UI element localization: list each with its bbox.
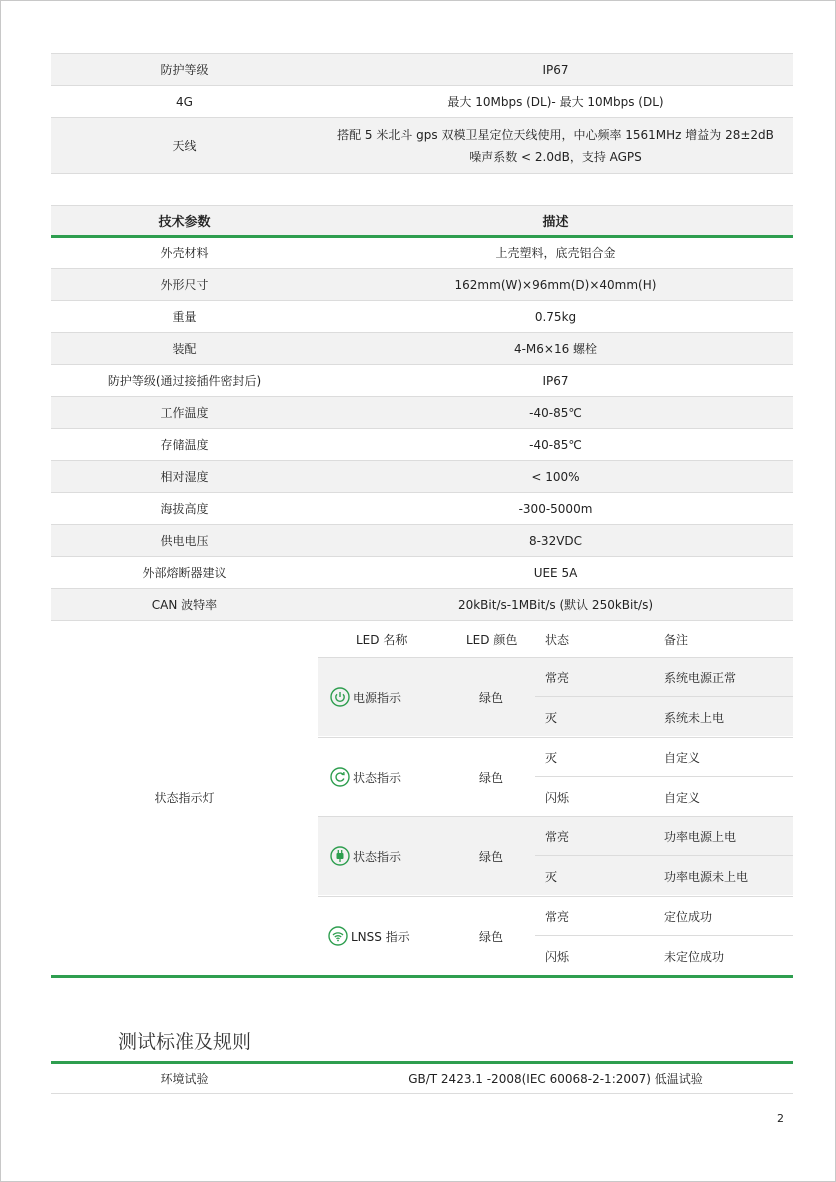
row-label: 4G [51, 86, 318, 118]
led-color: 绿色 [479, 930, 504, 944]
row-value: 20kBit/s-1MBit/s (默认 250kBit/s) [318, 589, 793, 621]
top-spec-table [51, 53, 793, 174]
divider [318, 657, 793, 658]
row-label: 供电电压 [51, 525, 318, 557]
led-color: 绿色 [479, 850, 504, 864]
row-label: 装配 [51, 333, 318, 365]
row-value: 162mm(W)×96mm(D)×40mm(H) [318, 269, 793, 301]
row-value-line: 搭配 5 米北斗 gps 双模卫星定位天线使用，中心频率 1561MHz 增益为 28±2dB [337, 127, 774, 142]
divider [535, 855, 793, 856]
led-name-label: LNSS 指示 [351, 929, 410, 944]
header-description: 描述 [318, 206, 793, 237]
page-number: 2 [777, 1112, 784, 1125]
led-note: 自定义 [664, 791, 701, 805]
row-value: 上壳塑料，底壳铝合金 [318, 237, 793, 269]
row-label: 天线 [51, 118, 318, 174]
led-color: 绿色 [479, 771, 504, 785]
led-note: 系统电源正常 [664, 671, 737, 685]
led-note: 自定义 [664, 751, 701, 765]
divider [318, 816, 793, 817]
led-note: 系统未上电 [664, 711, 725, 725]
row-label: 外壳材料 [51, 237, 318, 269]
table-row [51, 525, 793, 557]
led-name [330, 685, 401, 709]
row-label: CAN 波特率 [51, 589, 318, 621]
row-value: < 100% [318, 461, 793, 493]
led-state: 常亮 [545, 910, 570, 924]
divider [318, 737, 793, 738]
row-label: 存储温度 [51, 429, 318, 461]
header-row [51, 206, 793, 237]
spec-table-header [51, 205, 793, 238]
spec-table [51, 237, 793, 621]
led-state: 灭 [545, 870, 558, 884]
table-row [51, 365, 793, 397]
led-group-lnss [318, 896, 793, 975]
table-row [51, 333, 793, 365]
row-label: 环境试验 [51, 1064, 318, 1094]
row-value: 8-32VDC [318, 525, 793, 557]
led-section [51, 619, 793, 975]
row-label: 防护等级(通过接插件密封后) [51, 365, 318, 397]
row-value: -40-85℃ [318, 429, 793, 461]
led-header-color: LED 颜色 [466, 633, 518, 647]
led-group-power [318, 657, 793, 736]
table-row [51, 118, 793, 174]
refresh-icon [330, 767, 350, 787]
led-header-note: 备注 [664, 633, 689, 647]
table-row [51, 1064, 793, 1094]
divider [535, 776, 793, 777]
row-value: 0.75kg [318, 301, 793, 333]
table-row [51, 397, 793, 429]
plug-icon [330, 846, 350, 866]
led-name [330, 765, 401, 789]
row-label: 外形尺寸 [51, 269, 318, 301]
led-state: 常亮 [545, 830, 570, 844]
wifi-icon [328, 926, 348, 946]
table-row [51, 301, 793, 333]
row-value: -300-5000m [318, 493, 793, 525]
led-state: 闪烁 [545, 791, 570, 805]
led-note: 功率电源上电 [664, 830, 737, 844]
led-name [330, 844, 401, 868]
table-row [51, 557, 793, 589]
row-value: GB/T 2423.1 -2008(IEC 60068-2-1:2007) 低温试验 [318, 1064, 793, 1094]
row-label: 防护等级 [51, 54, 318, 86]
led-grid [318, 619, 793, 975]
divider [318, 896, 793, 897]
section-divider [51, 975, 793, 978]
row-label: 工作温度 [51, 397, 318, 429]
led-name-label: 电源指示 [353, 690, 402, 705]
led-note: 定位成功 [664, 910, 713, 924]
power-icon [330, 687, 350, 707]
row-label: 海拔高度 [51, 493, 318, 525]
header-param: 技术参数 [51, 206, 318, 237]
led-state: 灭 [545, 751, 558, 765]
test-standards-table [51, 1064, 793, 1094]
row-label: 重量 [51, 301, 318, 333]
led-name-label: 状态指示 [353, 770, 402, 785]
table-row [51, 86, 793, 118]
table-row [51, 461, 793, 493]
led-note: 功率电源未上电 [664, 870, 749, 884]
table-row [51, 589, 793, 621]
row-value: IP67 [318, 54, 793, 86]
led-state: 灭 [545, 711, 558, 725]
led-note: 未定位成功 [664, 950, 725, 964]
table-row [51, 54, 793, 86]
led-name-label: 状态指示 [353, 849, 402, 864]
led-group-status [318, 737, 793, 816]
section-title: 测试标准及规则 [118, 1031, 252, 1053]
row-value: IP67 [318, 365, 793, 397]
table-row [51, 429, 793, 461]
row-label: 外部熔断器建议 [51, 557, 318, 589]
led-color: 绿色 [479, 691, 504, 705]
table-row [51, 493, 793, 525]
led-section-label: 状态指示灯 [154, 790, 215, 805]
row-value: 最大 10Mbps (DL)- 最大 10Mbps (DL) [318, 86, 793, 118]
led-state: 闪烁 [545, 950, 570, 964]
row-label: 相对湿度 [51, 461, 318, 493]
row-value: 4-M6×16 螺栓 [318, 333, 793, 365]
row-value: -40-85℃ [318, 397, 793, 429]
led-state: 常亮 [545, 671, 570, 685]
led-header-name: LED 名称 [356, 633, 408, 647]
led-name [328, 924, 410, 948]
led-header-state: 状态 [545, 633, 570, 647]
row-value [318, 118, 793, 174]
led-header-row [318, 619, 793, 657]
divider [535, 696, 793, 697]
led-group-power-supply [318, 816, 793, 895]
row-value: UEE 5A [318, 557, 793, 589]
table-row [51, 237, 793, 269]
table-row [51, 269, 793, 301]
divider [535, 935, 793, 936]
row-value-line: 噪声系数 < 2.0dB，支持 AGPS [469, 149, 642, 164]
